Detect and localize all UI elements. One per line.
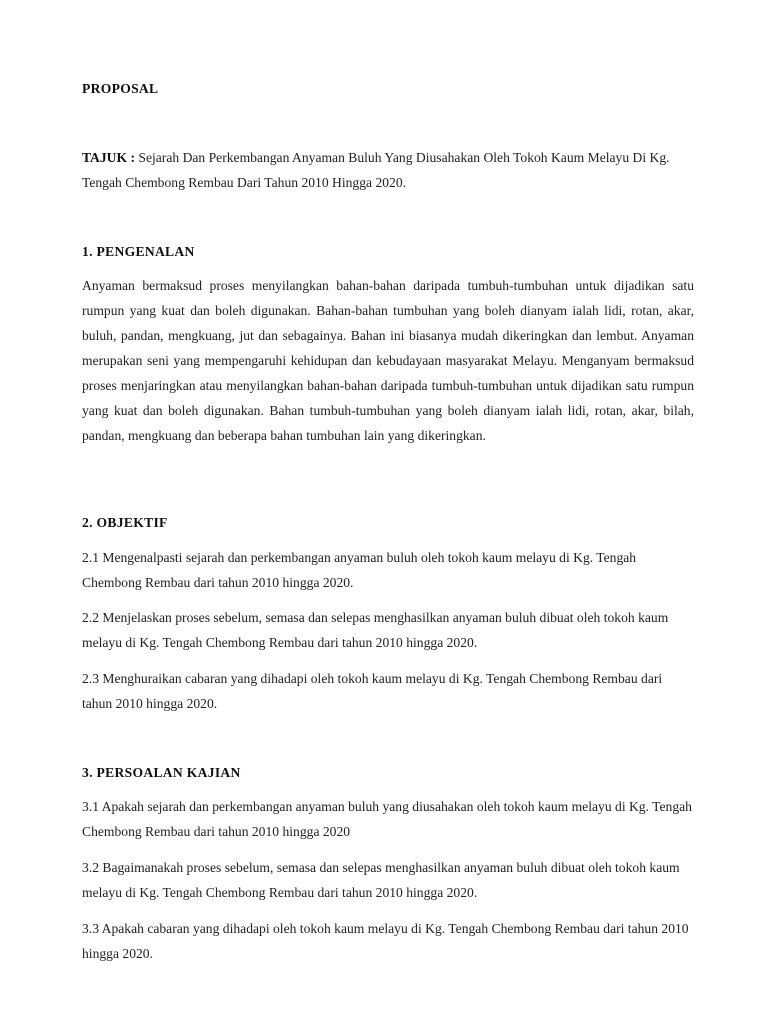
objektif-item: 2.1 Mengenalpasti sejarah dan perkembangan anyaman buluh oleh tokoh kaum melayu di Kg. Tengah Chembong Rembau dari tahun 2010 hingga 2020. — [82, 550, 637, 590]
document-title: PROPOSAL — [82, 81, 159, 96]
tajuk-paragraph — [82, 145, 694, 195]
tajuk-label: TAJUK : — [82, 150, 135, 165]
section-heading-persoalan-kajian — [82, 760, 694, 785]
section-number: 2 — [82, 515, 90, 530]
section-number: 3 — [82, 765, 90, 780]
objektif-item: 2.2 Menjelaskan proses sebelum, semasa dan selepas menghasilkan anyaman buluh dibuat oleh tokoh kaum melayu di Kg. Tengah Chembong Rembau dari tahun 2010 hingga 2020. — [82, 610, 669, 650]
section-title: . OBJEKTIF — [89, 515, 168, 530]
section-title: . PERSOALAN KAJIAN — [89, 765, 241, 780]
section-number: 1. — [82, 244, 93, 259]
section-heading-objektif — [82, 510, 694, 535]
pengenalan-paragraph: Anyaman bermaksud proses menyilangkan bahan-bahan daripada tumbuh-tumbuhan untuk dijadikan satu rumpun yang kuat dan boleh digunakan. Bahan-bahan tumbuhan yang boleh dianyam ialah lidi, rotan, akar, buluh, pandan, mengkuang, jut dan sebagainya. Bahan ini biasanya mudah dikeringkan dan lembut. Anyaman merupakan seni yang mempengaruhi kehidupan dan kebudayaan masyarakat Melayu. Menganyam bermaksud proses menjaringkan atau menyilangkan bahan-bahan daripada tumbuh-tumbuhan untuk dijadikan satu rumpun yang kuat dan boleh digunakan. Bahan tumbuh-tumbuhan yang boleh dianyam ialah lidi, rotan, akar, bilah, pandan, mengkuang dan beberapa bahan tumbuhan lain yang dikeringkan. — [82, 278, 694, 443]
persoalan-item: 3.3 Apakah cabaran yang dihadapi oleh tokoh kaum melayu di Kg. Tengah Chembong Rembau dari tahun 2010 hingga 2020. — [82, 921, 689, 961]
objektif-item: 2.3 Menghuraikan cabaran yang dihadapi oleh tokoh kaum melayu di Kg. Tengah Chembong Rembau dari tahun 2010 hingga 2020. — [82, 671, 663, 711]
persoalan-item: 3.2 Bagaimanakah proses sebelum, semasa dan selepas menghasilkan anyaman buluh dibuat oleh tokoh kaum melayu di Kg. Tengah Chembong Rembau dari tahun 2010 hingga 2020. — [82, 860, 680, 900]
section-heading-pengenalan — [82, 239, 694, 264]
tajuk-text: Sejarah Dan Perkembangan Anyaman Buluh Yang Diusahakan Oleh Tokoh Kaum Melayu Di Kg. Tengah Chembong Rembau Dari Tahun 2010 Hingga 2020. — [82, 150, 670, 190]
section-title: PENGENALAN — [96, 244, 195, 259]
persoalan-item: 3.1 Apakah sejarah dan perkembangan anyaman buluh yang diusahakan oleh tokoh kaum melayu di Kg. Tengah Chembong Rembau dari tahun 2010 hingga 2020 — [82, 799, 692, 839]
